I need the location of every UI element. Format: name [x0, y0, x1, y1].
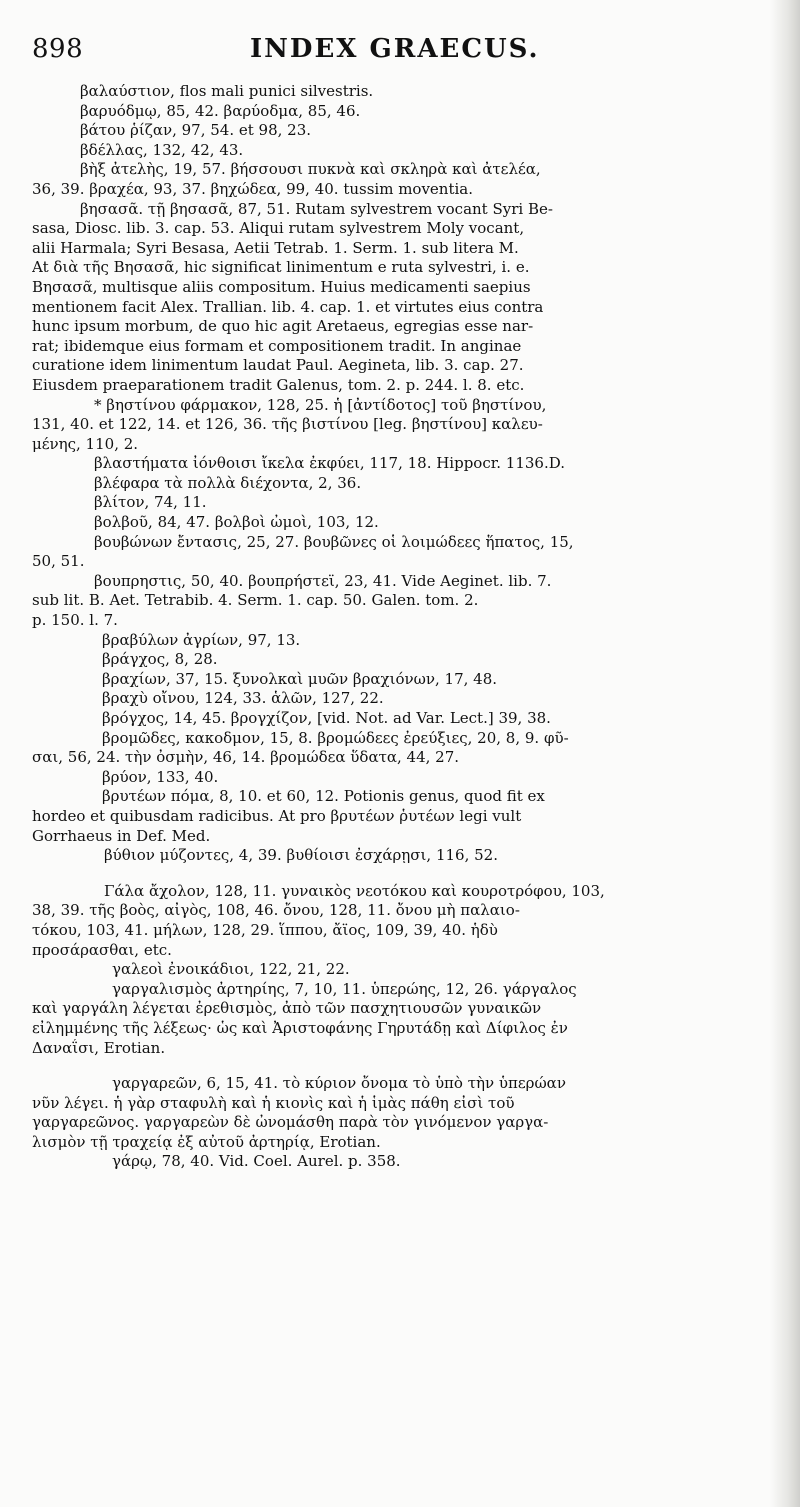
index-line: βαλαύστιον, flos mali punici silvestris. [80, 82, 374, 100]
section-gap [32, 1058, 770, 1074]
index-line: βραβύλων ἀγρίων, 97, 13. [102, 630, 301, 649]
index-line: βουπρηστις, 50, 40. βουπρήστεϊ, 23, 41. Vide Aeginet. lib. 7. [94, 571, 552, 590]
index-body [32, 82, 770, 1172]
index-line: At διὰ τῆς Βησασᾶ, hic significat linimentum e ruta sylvestri, i. e. [32, 258, 530, 277]
index-line: hordeo et quibusdam radicibus. At pro βρυτέων ῥυτέων legi vult [32, 806, 522, 825]
running-head: INDEX GRAECUS. [250, 34, 540, 64]
index-line: βλίτον, 74, 11. [94, 493, 207, 512]
index-line: hunc ipsum morbum, de quo hic agit Aretaeus, egregias esse nar- [32, 317, 534, 336]
index-line: 36, 39. βραχέα, 93, 37. βηχώδεα, 99, 40. tussim moventia. [32, 179, 474, 198]
index-line: τόκου, 103, 41. μήλων, 128, 29. ἵππου, ἄϊος, 109, 39, 40. ἡδὺ [32, 920, 498, 939]
index-line: λισμὸν τῇ τραχείᾳ ἐξ αὐτοῦ ἀρτηρίᾳ, Erotian. [32, 1132, 381, 1151]
index-line: 131, 40. et 122, 14. et 126, 36. τῆς βιστίνου [leg. βηστίνου] καλευ- [32, 415, 543, 434]
index-line: βλέφαρα τὰ πολλὰ διέχοντα, 2, 36. [94, 473, 362, 492]
section-gap [32, 866, 770, 882]
index-line: Γάλα ἄχολον, 128, 11. γυναικὸς νεοτόκου καὶ κουροτρόφου, 103, [104, 881, 605, 900]
index-line: καὶ γαργάλη λέγεται ἐρεθισμὸς, ἀπὸ τῶν πασχητιουσῶν γυναικῶν [32, 999, 542, 1018]
index-line: γαργαρεῶν, 6, 15, 41. τὸ κύριον ὄνομα τὸ ὑπὸ τὴν ὑπερώαν [112, 1074, 566, 1093]
index-line: γαλεοὶ ἐνοικάδιοι, 122, 21, 22. [112, 960, 350, 979]
index-line: βαρυόδμῳ, 85, 42. βαρύοδμα, 85, 46. [80, 101, 361, 120]
index-line: σαι, 56, 24. τὴν ὀσμὴν, 46, 14. βρομώδεα ὕδατα, 44, 27. [32, 748, 460, 767]
index-line: Δαναΐσι, Erotian. [32, 1038, 166, 1057]
index-line: βρόγχος, 14, 45. βρογχίζον, [vid. Not. ad Var. Lect.] 39, 38. [102, 709, 551, 727]
index-line: νῦν λέγει. ἡ γὰρ σταφυλὴ καὶ ἡ κιονὶς καὶ ἡ ἱμὰς πάθη εἰσὶ τοῦ [32, 1093, 515, 1112]
index-line: βραχίων, 37, 15. ξυνολκαὶ μυῶν βραχιόνων, 17, 48. [102, 669, 498, 688]
index-line: 38, 39. τῆς βοὸς, αἰγὸς, 108, 46. ὄνου, 128, 11. ὄνου μὴ παλαιο- [32, 901, 520, 920]
index-line: Βησασᾶ, multisque aliis compositum. Huius medicamenti saepius [32, 277, 531, 296]
index-line: sub lit. B. Aet. Tetrabib. 4. Serm. 1. cap. 50. Galen. tom. 2. [32, 591, 479, 610]
index-line: alii Harmala; Syri Besasa, Aetii Tetrab. 1. Serm. 1. sub litera M. [32, 238, 519, 257]
index-line: βὴξ ἀτελὴς, 19, 57. βήσσουσι πυκνὰ καὶ σκληρὰ καὶ ἀτελέα, [80, 160, 541, 179]
index-line: βουβώνων ἔντασις, 25, 27. βουβῶνες οἱ λοιμώδεες ἥπατος, 15, [94, 532, 574, 551]
index-line: βάτου ῥίζαν, 97, 54. et 98, 23. [80, 121, 312, 140]
index-line: προσάρασθαι, etc. [32, 940, 172, 959]
index-line: βλαστήματα ἰόνθοισι ἴκελα ἐκφύει, 117, 18. Hippocr. 1136.D. [94, 454, 565, 473]
page-number: 898 [32, 34, 84, 64]
index-line: mentionem facit Alex. Trallian. lib. 4. cap. 1. et virtutes eius contra [32, 297, 544, 316]
index-line: γαργαλισμὸς ἀρτηρίης, 7, 10, 11. ὑπερώης, 12, 26. γάργαλος [112, 979, 577, 998]
index-line: εἰλημμένης τῆς λέξεως· ὡς καὶ Ἀριστοφάνης Γηρυτάδῃ καὶ Δίφιλος ἐν [32, 1018, 568, 1037]
index-line: rat; ibidemque eius formam et compositionem tradit. In anginae [32, 336, 522, 355]
index-line: γαργαρεῶνος. γαργαρεὼν δὲ ὠνομάσθη παρὰ τὸν γινόμενον γαργα- [32, 1113, 549, 1132]
index-line: p. 150. l. 7. [32, 611, 118, 630]
index-line: sasa, Diosc. lib. 3. cap. 53. Aliqui rutam sylvestrem Moly vocant, [32, 219, 525, 238]
index-line: curatione idem linimentum laudat Paul. Aegineta, lib. 3. cap. 27. [32, 356, 524, 375]
index-line: βρομῶδες, κακοδμον, 15, 8. βρομώδεες ἐρεύξιες, 20, 8, 9. φῦ- [102, 728, 569, 747]
index-line: 50, 51. [32, 552, 85, 571]
index-line: βδέλλας, 132, 42, 43. [80, 140, 244, 159]
index-line: βησασᾶ. τῇ βησασᾶ, 87, 51. Rutam sylvestrem vocant Syri Be- [80, 199, 553, 218]
index-line: βρύον, 133, 40. [102, 767, 219, 786]
index-line: βραχὺ οἴνου, 124, 33. ἁλῶν, 127, 22. [102, 689, 384, 708]
index-line: Eiusdem praeparationem tradit Galenus, tom. 2. p. 244. l. 8. etc. [32, 375, 525, 394]
page-edge-shadow [770, 0, 800, 1507]
index-line: βολβοῦ, 84, 47. βολβοὶ ὠμοὶ, 103, 12. [94, 513, 379, 532]
index-line: μένης, 110, 2. [32, 434, 139, 453]
index-line: βύθιον μύζοντες, 4, 39. βυθίοισι ἐσχάρῃσι, 116, 52. [104, 846, 498, 865]
index-line: βράγχος, 8, 28. [102, 650, 218, 669]
index-line: Gorrhaeus in Def. Med. [32, 826, 211, 845]
index-line: βρυτέων πόμα, 8, 10. et 60, 12. Potionis genus, quod fit ex [102, 787, 545, 806]
index-line: γάρῳ, 78, 40. Vid. Coel. Aurel. p. 358. [112, 1152, 401, 1171]
index-line: * βηστίνου φάρμακον, 128, 25. ἡ [ἀντίδοτος] τοῦ βηστίνου, [94, 395, 547, 414]
